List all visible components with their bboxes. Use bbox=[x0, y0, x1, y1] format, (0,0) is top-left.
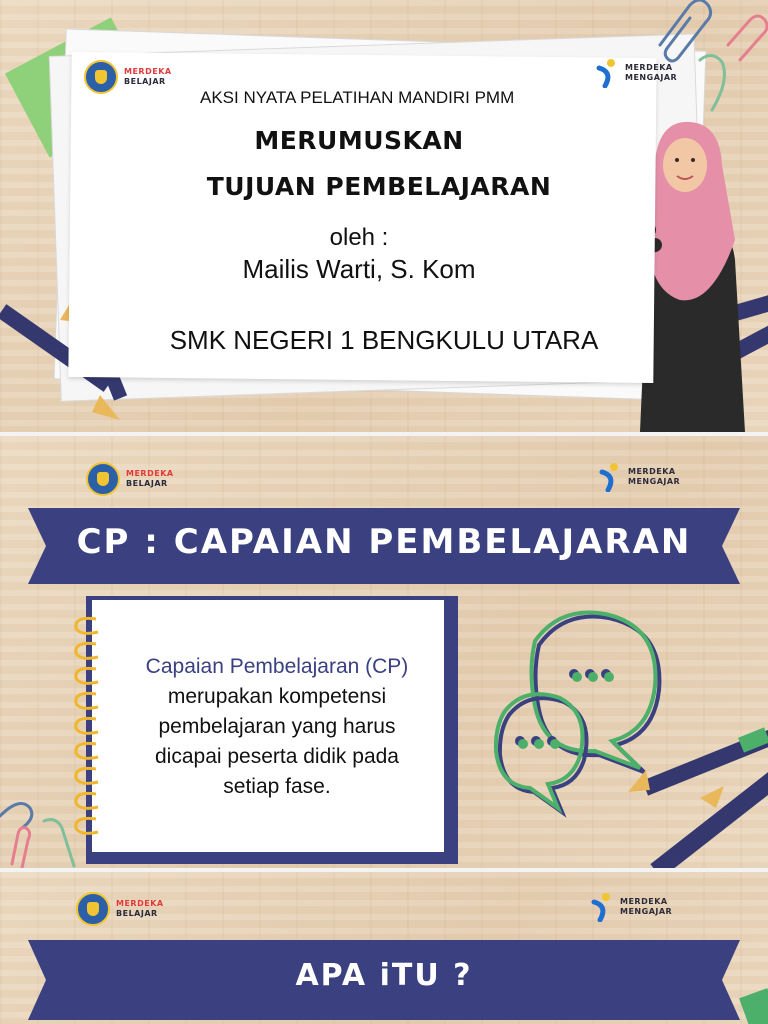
tut-wuri-emblem-icon bbox=[86, 462, 120, 496]
logo-left-line1: MERDEKA bbox=[116, 899, 164, 908]
banner-title: CP : CAPAIAN PEMBELAJARAN bbox=[76, 522, 692, 562]
slide-apa-itu bbox=[0, 872, 768, 1024]
logo-left-line1: MERDEKA bbox=[126, 469, 174, 478]
definition-text bbox=[112, 652, 442, 802]
by-label: oleh : bbox=[329, 224, 389, 251]
merdeka-mengajar-icon bbox=[590, 892, 614, 922]
tut-wuri-emblem-icon bbox=[76, 892, 110, 926]
definition-line3: dicapai peserta didik pada bbox=[154, 745, 399, 768]
slide-title bbox=[0, 0, 768, 432]
logo-left-line2: BELAJAR bbox=[126, 479, 168, 488]
logo-right-line2: MENGAJAR bbox=[628, 477, 681, 486]
author-name: Mailis Warti, S. Kom bbox=[242, 254, 476, 284]
merdeka-mengajar-logo bbox=[598, 462, 680, 492]
merdeka-belajar-logo bbox=[76, 892, 164, 926]
merdeka-mengajar-icon bbox=[598, 462, 622, 492]
logo-right-line2: MENGAJAR bbox=[625, 73, 678, 82]
logo-right-line1: MERDEKA bbox=[620, 897, 668, 906]
banner-title: APA iTU ? bbox=[295, 958, 473, 993]
merdeka-belajar-logo bbox=[86, 462, 174, 496]
definition-line2: pembelajaran yang harus bbox=[158, 715, 396, 738]
chat-bubbles-icon bbox=[496, 613, 660, 812]
school-name: SMK NEGERI 1 BENGKULU UTARA bbox=[169, 325, 599, 355]
merdeka-mengajar-icon bbox=[595, 58, 619, 88]
merdeka-mengajar-logo bbox=[595, 58, 677, 88]
kicker-text: AKSI NYATA PELATIHAN MANDIRI PMM bbox=[200, 88, 515, 107]
title-line2: TUJUAN PEMBELAJARAN bbox=[206, 172, 552, 201]
logo-right-line2: MENGAJAR bbox=[620, 907, 673, 916]
pencil-green bbox=[628, 727, 768, 795]
definition-line1: merupakan kompetensi bbox=[167, 685, 387, 708]
tut-wuri-emblem-icon bbox=[84, 60, 118, 94]
logo-left-line2: BELAJAR bbox=[124, 77, 166, 86]
slide-cp bbox=[0, 436, 768, 868]
logo-right-line1: MERDEKA bbox=[625, 63, 673, 72]
logo-left-line2: BELAJAR bbox=[116, 909, 158, 918]
paperclip-left-icon bbox=[0, 804, 74, 869]
merdeka-mengajar-logo bbox=[590, 892, 672, 922]
logo-left-line1: MERDEKA bbox=[124, 67, 172, 76]
title-line1: MERUMUSKAN bbox=[254, 126, 464, 155]
definition-term: Capaian Pembelajaran (CP) bbox=[145, 655, 409, 678]
logo-right-line1: MERDEKA bbox=[628, 467, 676, 476]
definition-line4: setiap fase. bbox=[223, 775, 331, 798]
